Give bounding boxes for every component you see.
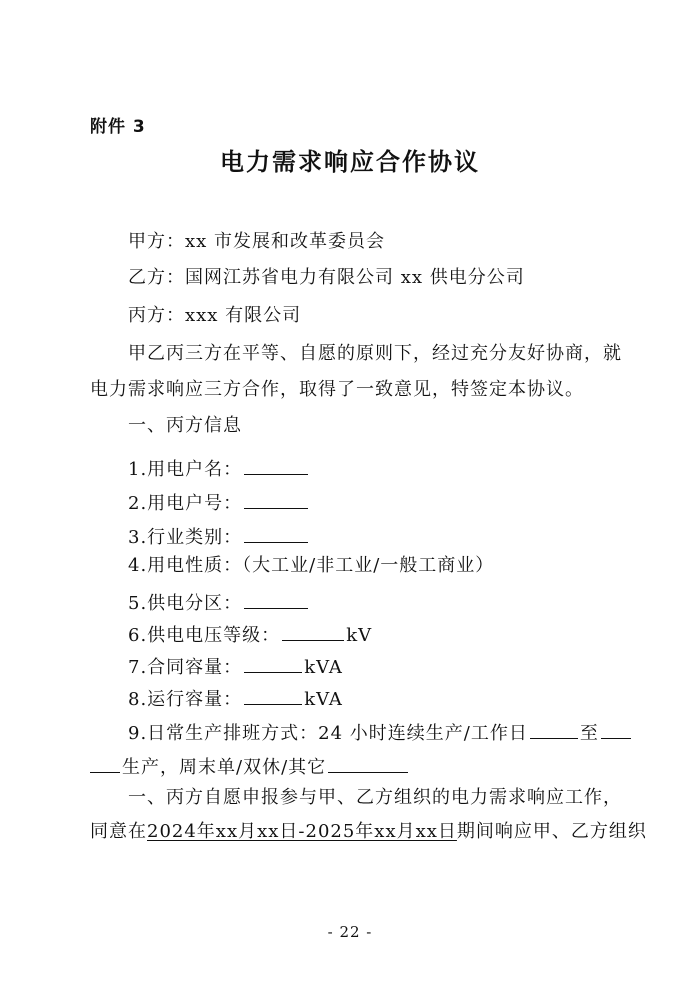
info-item-account-name [128,454,310,482]
fill-in-blank [244,454,308,475]
document-title: 电力需求响应合作协议 [220,148,480,176]
fill-in-blank [244,588,308,609]
fill-in-blank [244,522,308,543]
info-item-supply-district [128,588,310,616]
clause-line-1: 一、丙方自愿申报参与甲、乙方组织的电力需求响应工作， [128,787,622,808]
info-item-industry-category [128,522,310,550]
info-item-label: 8.运行容量： [128,689,243,710]
page-number: - 22 - [327,923,373,941]
clause-line-2-suffix: 期间响应甲、乙方组织 [456,821,647,842]
unit-label: kVA [304,689,343,710]
unit-label: kV [346,625,373,646]
party-b-line: 乙方：国网江苏省电力有限公司 xx 供电分公司 [128,267,525,288]
fill-in-blank [530,718,578,739]
info-item-power-usage-type [128,554,494,578]
fill-in-blank [282,620,344,641]
intro-paragraph-line-1: 甲乙丙三方在平等、自愿的原则下，经过充分友好协商，就 [128,343,622,364]
info-item-label: 2.用电户号： [128,493,243,514]
section-heading-party-c-info: 一、丙方信息 [128,415,242,436]
clause-line-2-prefix: 同意在 [90,821,147,842]
info-item-production-schedule-continued [90,752,410,780]
info-item-operating-capacity [128,684,343,712]
intro-paragraph-line-2: 电力需求响应三方合作，取得了一致意见，特签定本协议。 [90,379,584,400]
info-item-label: 6.供电电压等级： [128,625,281,646]
info-item-label: 3.行业类别： [128,527,243,548]
info-item-production-schedule [128,718,633,746]
unit-label: kVA [304,657,343,678]
info-item-label: 1.用电户名： [128,459,243,480]
info-item-label: 7.合同容量： [128,657,243,678]
party-a-line: 甲方：xx 市发展和改革委员会 [128,231,386,252]
party-c-line: 丙方：xxx 有限公司 [128,305,302,326]
schedule-continued: 生产，周末单/双休/其它 [122,757,327,778]
fill-in-blank [244,652,302,673]
response-period: 2024年xx月xx日-2025年xx月xx日 [147,821,457,842]
fill-in-blank [244,488,308,509]
schedule-to: 至 [579,723,599,744]
fill-in-blank [90,752,120,773]
info-item-supply-voltage-level [128,620,372,648]
schedule-prefix: 9.日常生产排班方式：24 小时连续生产/工作日 [128,723,528,744]
fill-in-blank [244,684,302,705]
info-item-label: 5.供电分区： [128,593,243,614]
attachment-label: 附件 3 [90,117,146,137]
clause-line-2 [90,820,647,844]
fill-in-blank [328,752,408,773]
info-item-account-number [128,488,310,516]
fill-in-blank [601,718,631,739]
info-item-contract-capacity [128,652,343,680]
info-item-label: 4.用电性质：（大工业/非工业/一般工商业） [128,555,495,576]
